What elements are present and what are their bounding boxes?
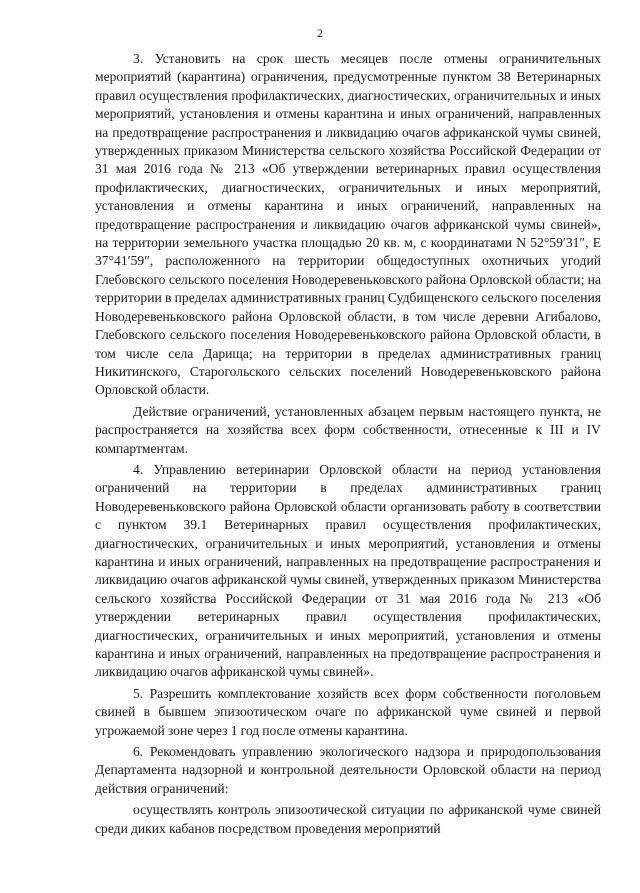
document-body: [95, 50, 601, 838]
paragraph-item-4: 4. Управлению ветеринарии Орловской области на период установления ограничений на территории в пределах административных границ Новодеревеньковского района Орловской области организовать работу в соответствии с пунктом 39.1 Ветеринарных правил осуществления профилактических, диагностических, ограничительных и иных мероприятий, установления и отмены карантина и иных ограничений, направленных на предотвращение распространения и ликвидацию очагов африканской чумы свиней, утвержденных приказом Министерства сельского хозяйства Российской Федерации от 31 мая 2016 года № 213 «Об утверждении ветеринарных правил осуществления профилактических, диагностических, ограничительных и иных мероприятий, установления и отмены карантина и иных ограничений, направленных на предотвращение распространения и ликвидацию очагов африканской чумы свиней».: [95, 461, 601, 680]
paragraph-item-6-subitem: осуществлять контроль эпизоотической ситуации по африканской чуме свиней среди диких кабанов посредством проведения мероприятий: [95, 802, 601, 836]
page-number: 2: [317, 26, 323, 40]
paragraph-restriction-exception: Действие ограничений, установленных абзацем первым настоящего пункта, не распространяется на хозяйства всех форм собственности, отнесенные к III и IV компартментам.: [95, 403, 601, 456]
paragraph-item-6: 6. Рекомендовать управлению экологического надзора и природопользования Департамента надзорной и контрольной деятельности Орловской области на период действия ограничений:: [95, 744, 601, 796]
paragraph-item-3: 3. Установить на срок шесть месяцев после отмены ограничительных мероприятий (карантина) ограничения, предусмотренные пунктом 38 Ветеринарных правил осуществления профилактических, диагностических, ограничительных и иных мероприятий, установления и отмены карантина и иных ограничений, направленных на предотвращение распространения и ликвидацию очагов африканской чумы свиней, утвержденных приказом Министерства сельского хозяйства Российской Федерации от 31 мая 2016 года № 213 «Об утверждении ветеринарных правил осуществления профилактических, диагностических, ограничительных и иных мероприятий, установления и отмены карантина и иных ограничений, направленных на предотвращение распространения и ликвидацию очагов африканской чумы свиней», на территории земельного участка площадью 20 кв. м, с координатами N 52°59′31″, E 37°41′59″, расположенного на территории общедоступных охотничьих угодий Глебовского сельского поселения Новодеревеньковского района Орловской области; на территории в пределах административных границ Судбищенского сельского поселения Новодеревеньковского района Орловской области, в том числе деревни Агибалово, Глебовского сельского поселения Новодеревеньковского района Орловской области, в том числе села Дарища; на территории в пределах административных границ Никитинского, Старогольского сельских поселений Новодеревеньковского района Орловской области.: [95, 51, 601, 398]
paragraph-item-5: 5. Разрешить комплектование хозяйств всех форм собственности поголовьем свиней в бывшем эпизоотическом очаге по африканской чуме свиней и первой угрожаемой зоне через 1 год после отмены карантина.: [95, 685, 601, 738]
